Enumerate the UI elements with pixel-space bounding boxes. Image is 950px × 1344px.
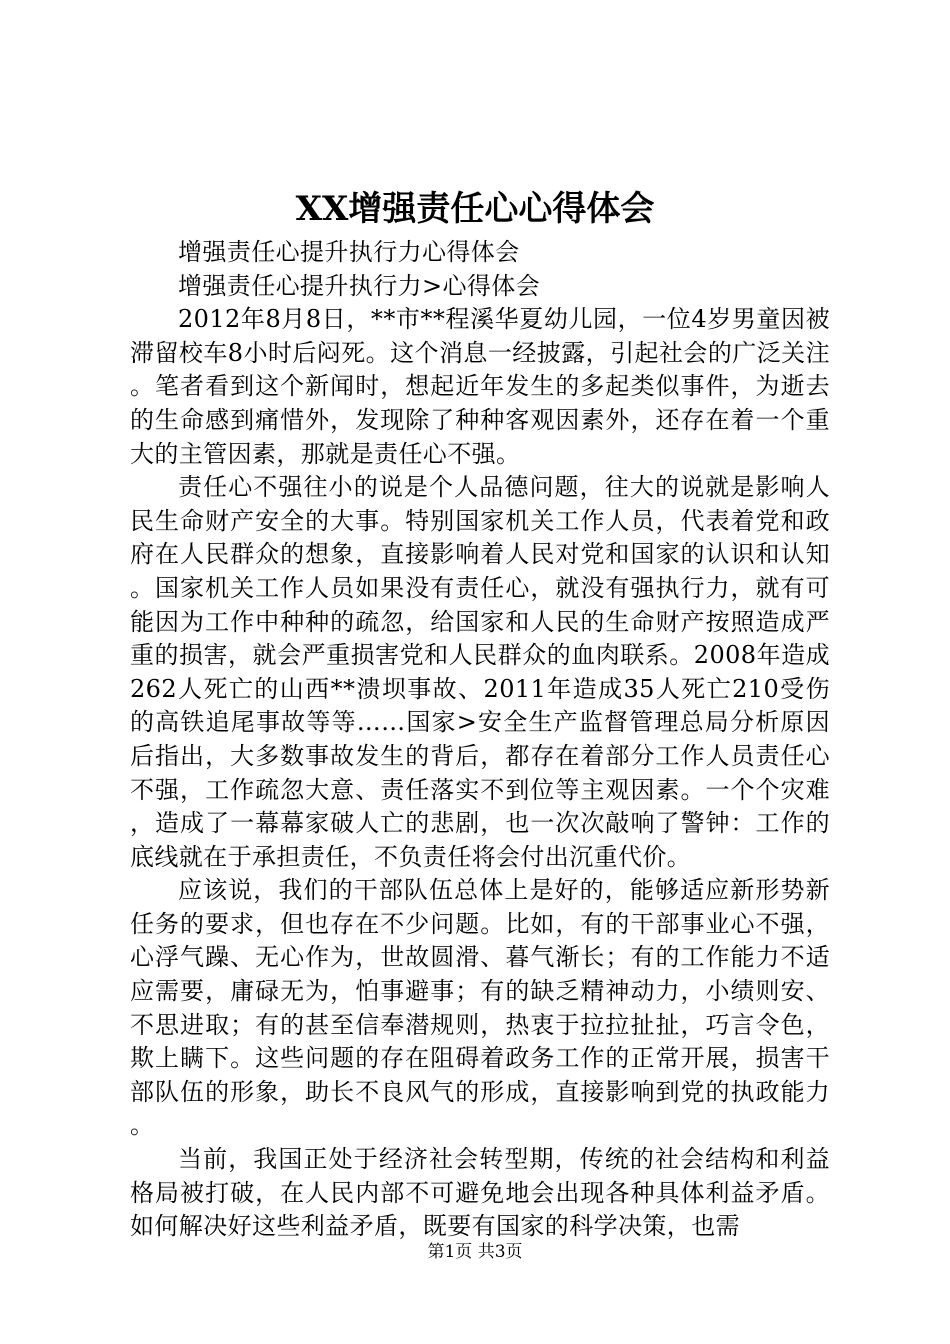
document-title: XX增强责任心心得体会 bbox=[295, 189, 655, 229]
paragraph-subtitle-1: 增强责任心提升执行力心得体会 bbox=[178, 238, 520, 266]
paragraph-subtitle-2: 增强责任心提升执行力>心得体会 bbox=[178, 271, 541, 300]
paragraph-current-situation: 当前，我国正处于经济社会转型期，传统的社会结构和利益格局被打破，在人民内部不可避免地会出现各种具体利益矛盾。如何解决好这些利益矛盾，既要有国家的科学决策，也需 bbox=[130, 1145, 830, 1241]
paragraph-cadre-issues: 应该说，我们的干部队伍总体上是好的，能够适应新形势新任务的要求，但也存在不少问题。比如，有的干部事业心不强，心浮气躁、无心作为，世故圆滑、暮气渐长；有的工作能力不适应需要，庸碌无为，怕事避事；有的缺乏精神动力，小绩则安、不思进取；有的甚至信奉潜规则，热衷于拉拉扯扯，巧言令色，欺上瞒下。这些问题的存在阻碍着政务工作的正常开展，损害干部队伍的形象，助长不良风气的形成，直接影响到党的执政能力。 bbox=[130, 876, 830, 1140]
page-number-footer: 第1页 共3页 bbox=[427, 1242, 523, 1262]
paragraph-responsibility: 责任心不强往小的说是个人品德问题，往大的说就是影响人民生命财产安全的大事。特别国家机关工作人员，代表着党和政府在人民群众的想象，直接影响着人民对党和国家的认识和认知。国家机关工作人员如果没有责任心，就没有强执行力，就有可能因为工作中种种的疏忽，给国家和人民的生命财产按照造成严重的损害，就会严重损害党和人民群众的血肉联系。2008年造成262人死亡的山西**溃坝事故、2011年造成35人死亡210受伤的高铁追尾事故等等……国家>安全生产监督管理总局分析原因后指出，大多数事故发生的背后，都存在着部分工作人员责任心不强，工作疏忽大意、责任落实不到位等主观因素。一个个灾难，造成了一幕幕家破人亡的悲剧，也一次次敲响了警钟：工作的底线就在于承担责任，不负责任将会付出沉重代价。 bbox=[130, 473, 830, 871]
document-body bbox=[130, 236, 830, 1244]
paragraph-news-event: 2012年8月8日，**市**程溪华夏幼儿园，一位4岁男童因被滞留校车8小时后闷死。这个消息一经披露，引起社会的广泛关注。笔者看到这个新闻时，想起近年发生的多起类似事件，为逝去的生命感到痛惜外，发现除了种种客观因素外，还存在着一个重大的主管因素，那就是责任心不强。 bbox=[130, 305, 830, 468]
